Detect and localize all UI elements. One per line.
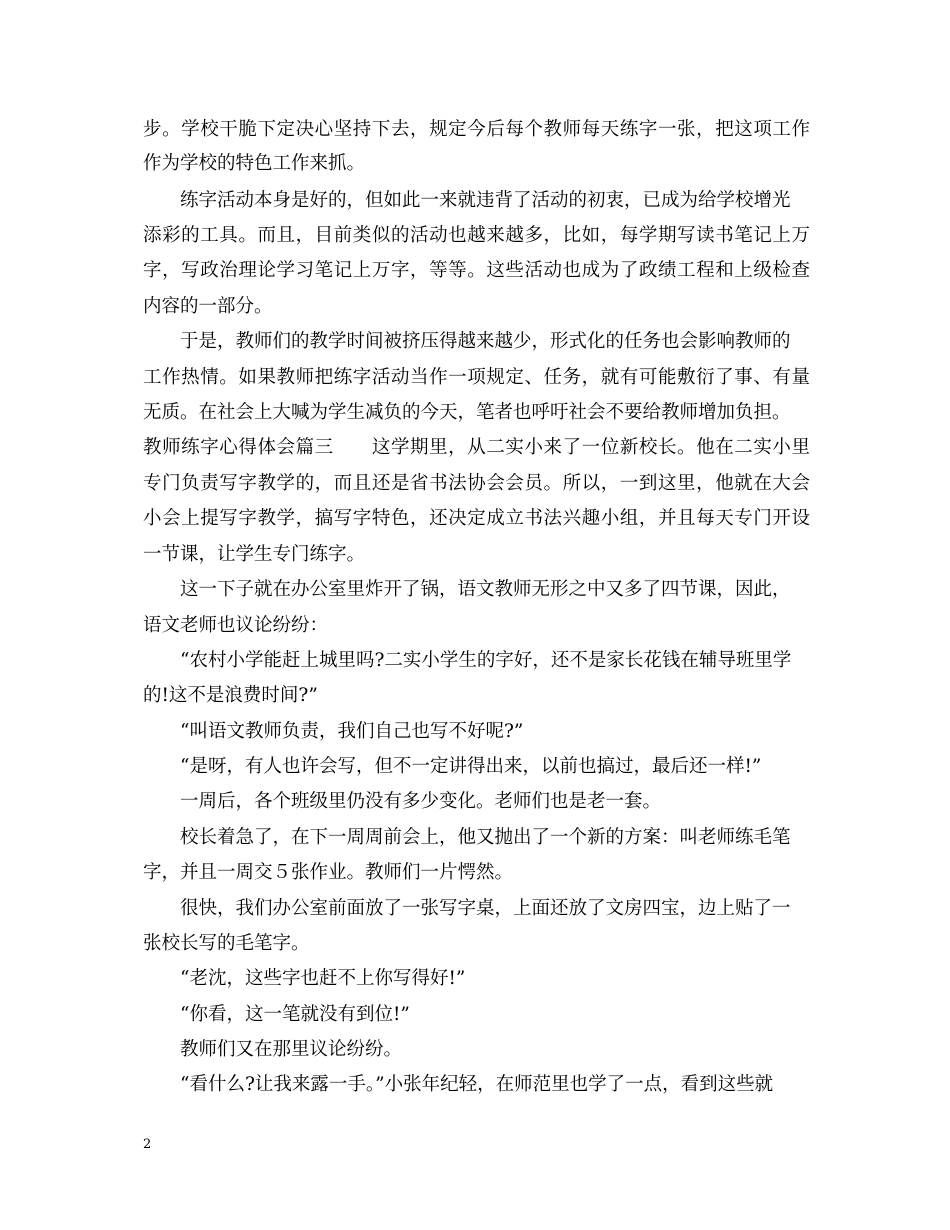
text-line: 很快，我们办公室前面放了一张写字桌，上面还放了文房四宝，边上贴了一 [180, 898, 791, 919]
text-line: 工作热情。如果教师把练字活动当作一项规定、任务，就有可能敷衍了事、有量 [143, 367, 810, 388]
text-line: 步。学校干脆下定决心坚持下去，规定今后每个教师每天练字一张，把这项工作 [143, 119, 810, 140]
text-line: “农村小学能赶上城里吗?二实小学生的字好，还不是家长花钱在辅导班里学 [180, 650, 792, 671]
text-line: 一周后，各个班级里仍没有多少变化。老师们也是老一套。 [180, 791, 662, 812]
text-line: 小会上提写字教学，搞写字特色，还决定成立书法兴趣小组，并且每天专门开设 [143, 508, 810, 529]
text-line: 字，并且一周交５张作业。教师们一片愕然。 [143, 862, 514, 883]
text-line: 内容的一部分。 [143, 296, 273, 317]
text-line: 这一下子就在办公室里炸开了锅，语文教师无形之中又多了四节课，因此， [180, 579, 791, 600]
text-line: 专门负责写字教学的，而且还是省书法协会会员。所以，一到这里，他就在大会 [143, 473, 810, 494]
text-line: “看什么?让我来露一手。”小张年纪轻，在师范里也学了一点，看到这些就 [180, 1074, 774, 1095]
section-heading-line: 教师练字心得体会篇三 这学期里，从二实小来了一位新校长。他在二实小里 [143, 437, 810, 458]
text-line: 教师们又在那里议论纷纷。 [180, 1039, 403, 1060]
page-number: 2 [143, 1137, 152, 1152]
text-line: “叫语文教师负责，我们自己也写不好呢?” [180, 721, 524, 742]
text-line: 无质。在社会上大喊为学生减负的今天，笔者也呼吁社会不要给教师增加负担。 [143, 402, 791, 423]
text-line: 添彩的工具。而且，目前类似的活动也越来越多，比如，每学期写读书笔记上万 [143, 225, 810, 246]
text-line: “你看，这一笔就没有到位!” [180, 1004, 410, 1025]
text-line: “是呀，有人也许会写，但不一定讲得出来，以前也搞过，最后还一样!” [180, 756, 762, 777]
text-line: “老沈，这些字也赶不上你写得好!” [180, 968, 466, 989]
text-line: 一节课，让学生专门练字。 [143, 544, 366, 565]
text-line: 练字活动本身是好的，但如此一来就违背了活动的初衷，已成为给学校增光 [180, 190, 791, 211]
text-line: 作为学校的特色工作来抓。 [143, 153, 366, 174]
text-line: 的!这不是浪费时间?” [143, 685, 318, 706]
text-line: 张校长写的毛笔字。 [143, 933, 310, 954]
text-line: 校长着急了，在下一周周前会上，他又抛出了一个新的方案：叫老师练毛笔 [180, 827, 791, 848]
text-line: 语文老师也议论纷纷： [143, 615, 329, 636]
text-line: 于是，教师们的教学时间被挤压得越来越少，形式化的任务也会影响教师的 [180, 331, 791, 352]
text-line: 字，写政治理论学习笔记上万字，等等。这些活动也成为了政绩工程和上级检查 [143, 260, 810, 281]
